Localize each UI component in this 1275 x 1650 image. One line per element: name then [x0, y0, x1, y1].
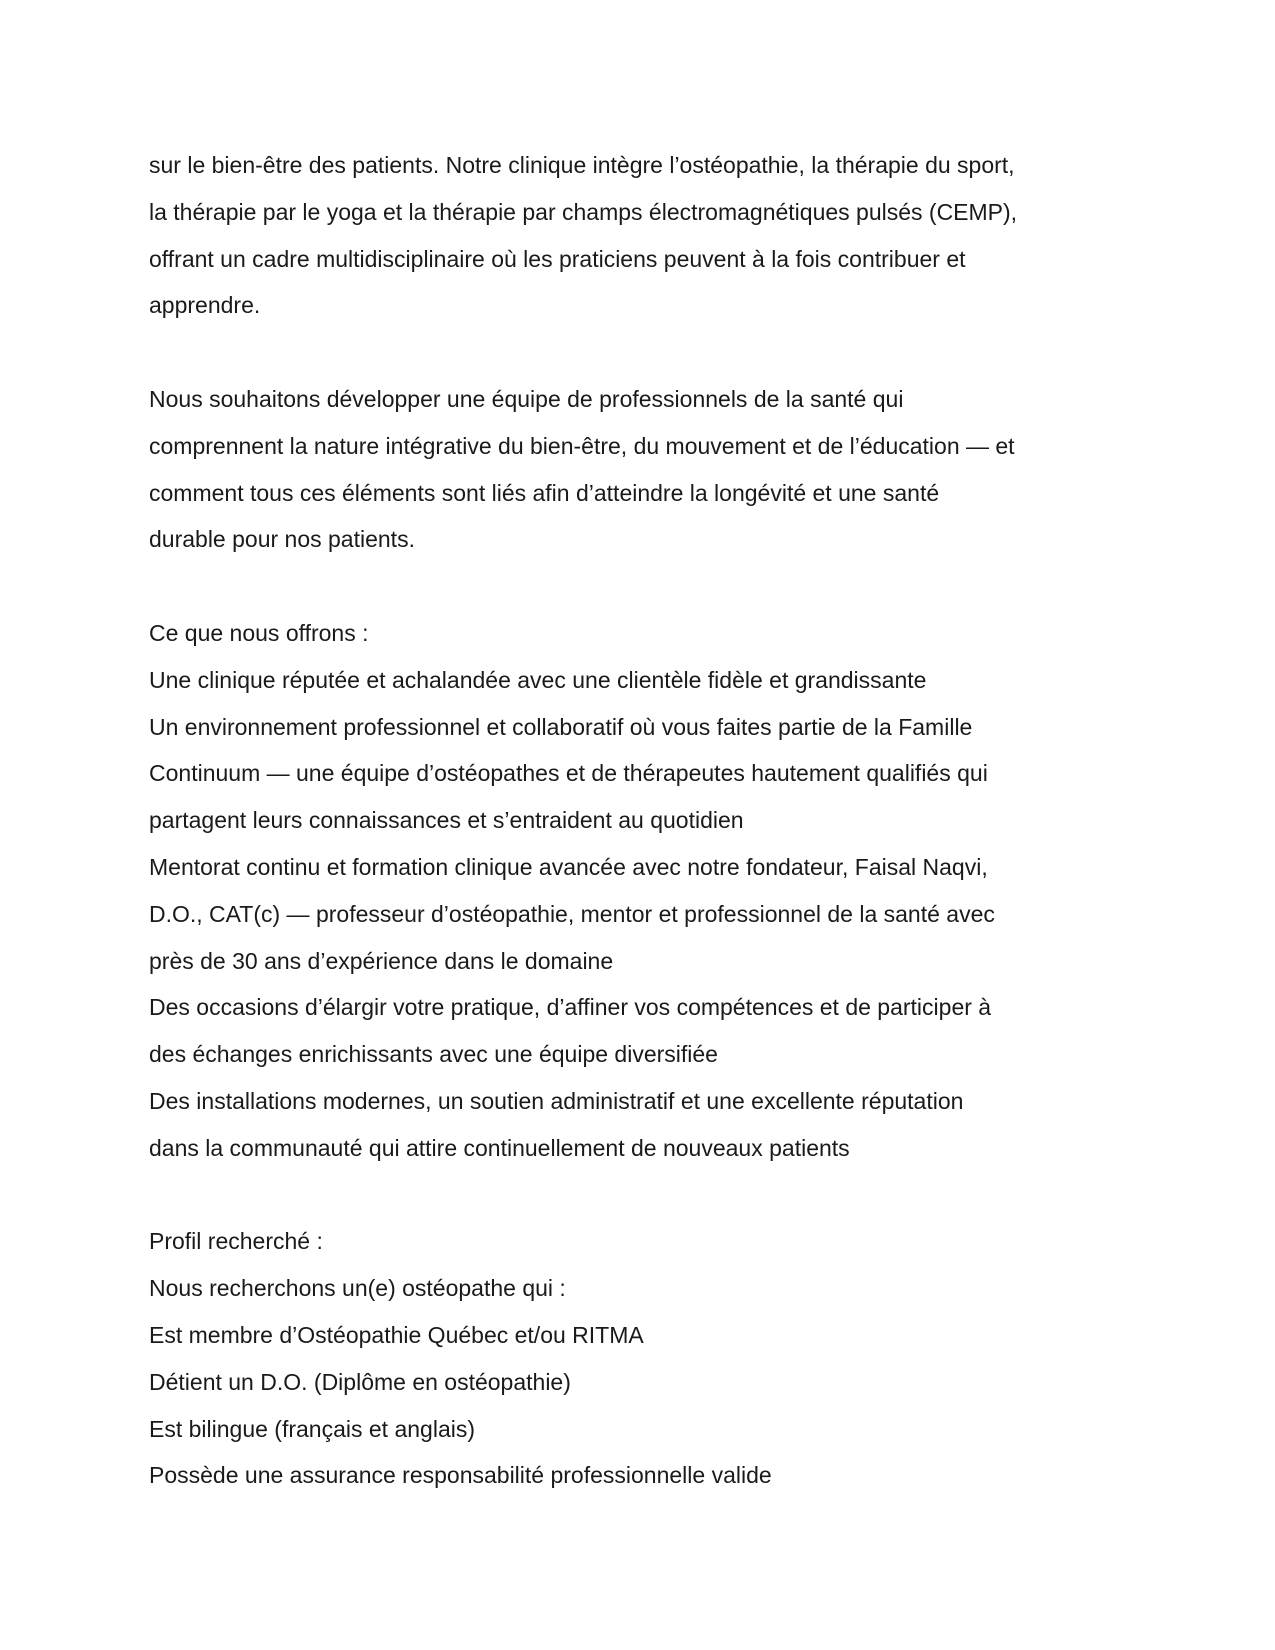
profile-heading: Profil recherché :	[149, 1228, 323, 1255]
offer-line: partagent leurs connaissances et s’entraident au quotidien	[149, 807, 744, 834]
paragraph-spacer	[149, 1172, 1129, 1219]
paragraph-line: offrant un cadre multidisciplinaire où les praticiens peuvent à la fois contribuer et	[149, 245, 966, 272]
profile-line: Est bilingue (français et anglais)	[149, 1415, 475, 1442]
paragraph-line: comment tous ces éléments sont liés afin d’atteindre la longévité et une santé	[149, 479, 940, 506]
paragraph-spacer	[149, 563, 1129, 610]
paragraph-line: comprennent la nature intégrative du bien-être, du mouvement et de l’éducation — et	[149, 432, 1015, 459]
paragraph-line: la thérapie par le yoga et la thérapie par champs électromagnétiques pulsés (CEMP),	[149, 198, 1018, 225]
profile-line: Est membre d’Ostéopathie Québec et/ou RITMA	[149, 1321, 644, 1348]
paragraph-line: durable pour nos patients.	[149, 526, 415, 553]
profile-line: Possède une assurance responsabilité professionnelle valide	[149, 1462, 772, 1489]
profile-intro: Nous recherchons un(e) ostéopathe qui :	[149, 1275, 566, 1302]
offer-line: Continuum — une équipe d’ostéopathes et de thérapeutes hautement qualifiés qui	[149, 760, 988, 787]
offer-line: dans la communauté qui attire continuellement de nouveaux patients	[149, 1134, 850, 1161]
offer-line: près de 30 ans d’expérience dans le domaine	[149, 947, 614, 974]
profile-section	[149, 1218, 1129, 1499]
document-page	[149, 142, 1129, 1499]
offer-section	[149, 610, 1129, 1172]
offer-heading: Ce que nous offrons :	[149, 619, 369, 646]
offer-line: Mentorat continu et formation clinique avancée avec notre fondateur, Faisal Naqvi,	[149, 853, 988, 880]
paragraph-line: Nous souhaitons développer une équipe de professionnels de la santé qui	[149, 385, 904, 412]
offer-line: D.O., CAT(c) — professeur d’ostéopathie, mentor et professionnel de la santé avec	[149, 900, 995, 927]
paragraph-line: apprendre.	[149, 292, 261, 319]
offer-line: des échanges enrichissants avec une équipe diversifiée	[149, 1041, 718, 1068]
paragraph-spacer	[149, 329, 1129, 376]
offer-line: Une clinique réputée et achalandée avec une clientèle fidèle et grandissante	[149, 666, 927, 693]
team-paragraph	[149, 376, 1129, 563]
offer-line: Des installations modernes, un soutien administratif et une excellente réputation	[149, 1087, 964, 1114]
offer-line: Un environnement professionnel et collaboratif où vous faites partie de la Famille	[149, 713, 973, 740]
offer-line: Des occasions d’élargir votre pratique, d’affiner vos compétences et de participer à	[149, 994, 992, 1021]
intro-paragraph	[149, 142, 1129, 329]
paragraph-line: sur le bien-être des patients. Notre clinique intègre l’ostéopathie, la thérapie du sport,	[149, 152, 1015, 178]
profile-line: Détient un D.O. (Diplôme en ostéopathie)	[149, 1368, 571, 1395]
